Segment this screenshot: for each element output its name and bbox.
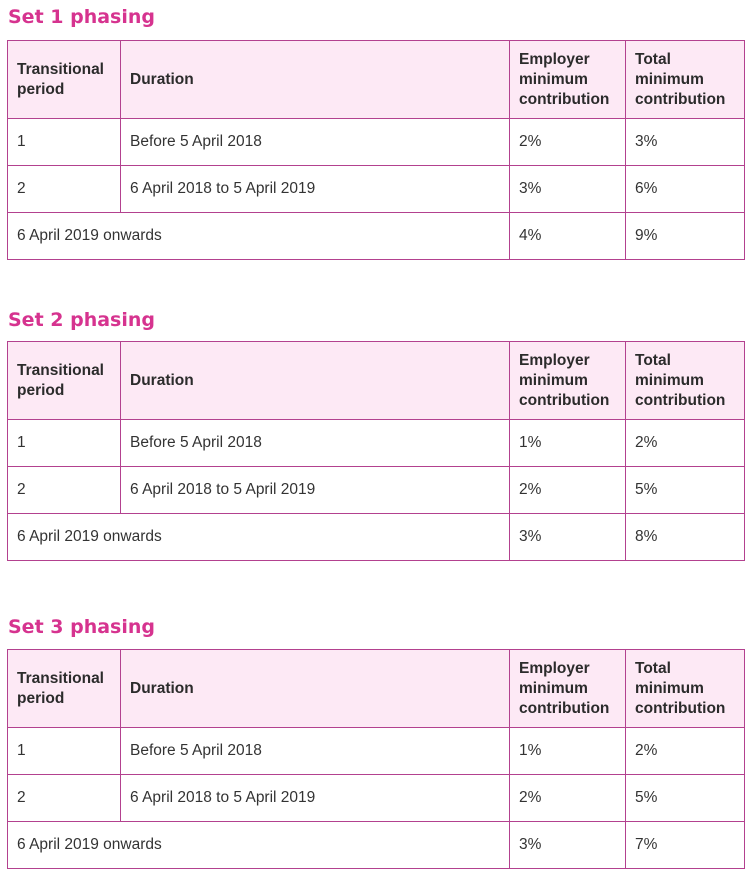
onwards-label-cell: 6 April 2019 onwards — [8, 213, 510, 260]
table-row-final — [8, 514, 745, 561]
table-row — [8, 775, 745, 822]
header-transitional-period: Transitional period — [8, 650, 121, 728]
total-contribution-cell: 7% — [626, 822, 745, 869]
period-cell: 1 — [8, 119, 121, 166]
total-contribution-cell: 9% — [626, 213, 745, 260]
period-cell: 2 — [8, 166, 121, 213]
total-contribution-cell: 2% — [626, 728, 745, 775]
employer-contribution-cell: 2% — [510, 119, 626, 166]
table-row — [8, 420, 745, 467]
header-duration: Duration — [121, 650, 510, 728]
header-employer-minimum-contribution: Employer minimum contribution — [510, 650, 626, 728]
table-row — [8, 728, 745, 775]
set-2-title: Set 2 phasing — [8, 309, 155, 331]
table-header-row — [8, 41, 745, 119]
header-total-minimum-contribution: Total minimum contribution — [626, 342, 745, 420]
duration-cell: Before 5 April 2018 — [121, 728, 510, 775]
set-3-title: Set 3 phasing — [8, 616, 155, 638]
table-row — [8, 166, 745, 213]
duration-cell: 6 April 2018 to 5 April 2019 — [121, 166, 510, 213]
total-contribution-cell: 5% — [626, 467, 745, 514]
employer-contribution-cell: 2% — [510, 467, 626, 514]
duration-cell: Before 5 April 2018 — [121, 420, 510, 467]
table-header-row — [8, 650, 745, 728]
period-cell: 1 — [8, 420, 121, 467]
total-contribution-cell: 3% — [626, 119, 745, 166]
duration-cell: 6 April 2018 to 5 April 2019 — [121, 467, 510, 514]
period-cell: 1 — [8, 728, 121, 775]
table-row — [8, 467, 745, 514]
table-row — [8, 119, 745, 166]
employer-contribution-cell: 3% — [510, 514, 626, 561]
table-row-final — [8, 213, 745, 260]
employer-contribution-cell: 1% — [510, 728, 626, 775]
header-employer-minimum-contribution: Employer minimum contribution — [510, 342, 626, 420]
total-contribution-cell: 5% — [626, 775, 745, 822]
set-3-table — [7, 649, 745, 869]
header-employer-minimum-contribution: Employer minimum contribution — [510, 41, 626, 119]
table-row-final — [8, 822, 745, 869]
total-contribution-cell: 6% — [626, 166, 745, 213]
header-duration: Duration — [121, 342, 510, 420]
onwards-label-cell: 6 April 2019 onwards — [8, 514, 510, 561]
table-header-row — [8, 342, 745, 420]
set-2-table — [7, 341, 745, 561]
employer-contribution-cell: 2% — [510, 775, 626, 822]
header-transitional-period: Transitional period — [8, 41, 121, 119]
employer-contribution-cell: 3% — [510, 822, 626, 869]
header-total-minimum-contribution: Total minimum contribution — [626, 41, 745, 119]
set-1-title: Set 1 phasing — [8, 6, 155, 28]
employer-contribution-cell: 3% — [510, 166, 626, 213]
duration-cell: Before 5 April 2018 — [121, 119, 510, 166]
employer-contribution-cell: 1% — [510, 420, 626, 467]
header-transitional-period: Transitional period — [8, 342, 121, 420]
total-contribution-cell: 8% — [626, 514, 745, 561]
header-duration: Duration — [121, 41, 510, 119]
total-contribution-cell: 2% — [626, 420, 745, 467]
duration-cell: 6 April 2018 to 5 April 2019 — [121, 775, 510, 822]
header-total-minimum-contribution: Total minimum contribution — [626, 650, 745, 728]
set-1-table — [7, 40, 745, 260]
period-cell: 2 — [8, 467, 121, 514]
period-cell: 2 — [8, 775, 121, 822]
onwards-label-cell: 6 April 2019 onwards — [8, 822, 510, 869]
employer-contribution-cell: 4% — [510, 213, 626, 260]
